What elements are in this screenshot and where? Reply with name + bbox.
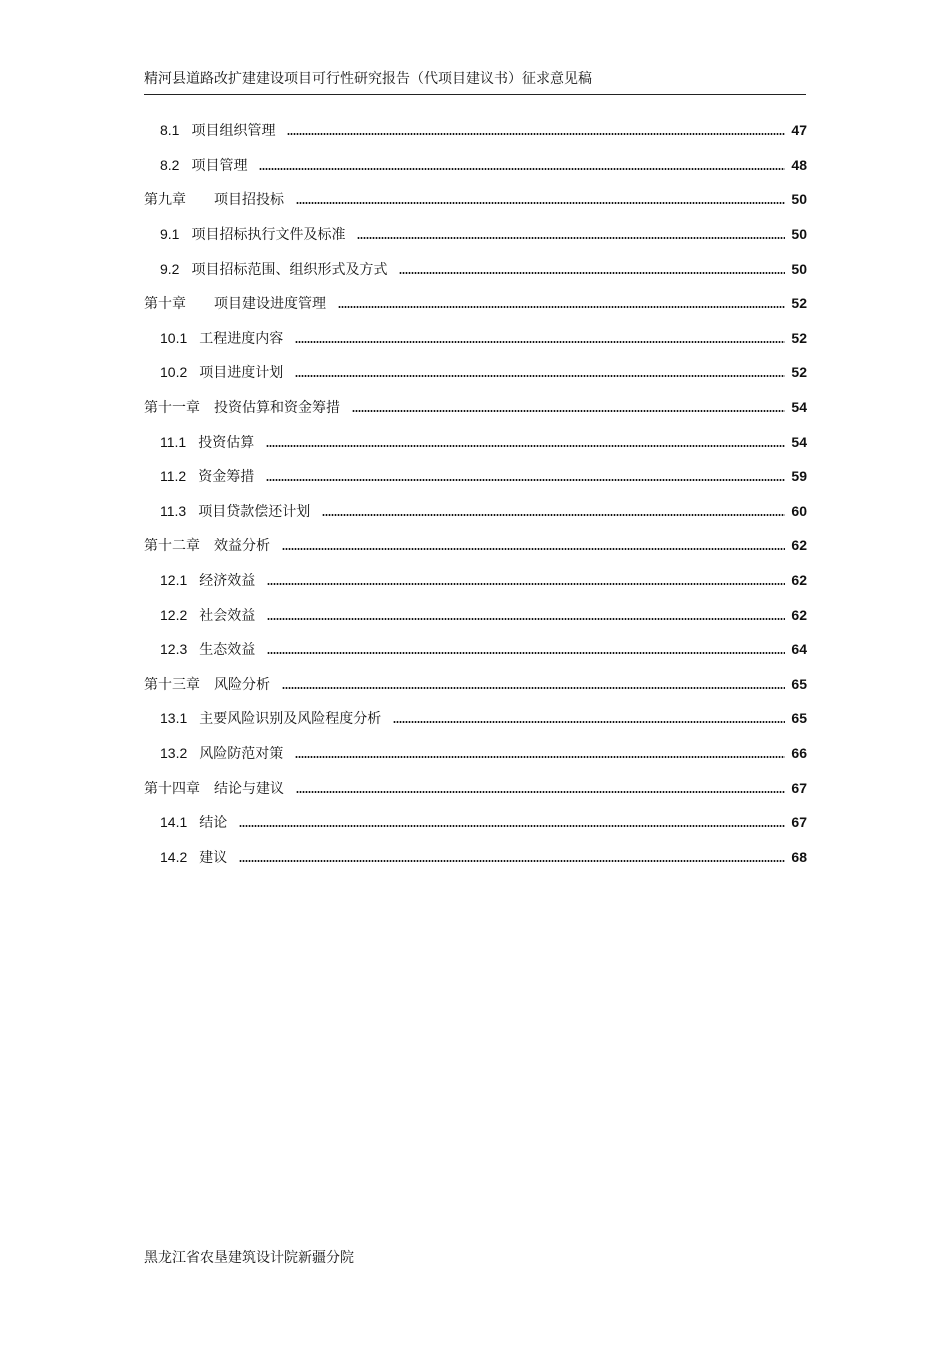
toc-dot-leader — [352, 409, 785, 413]
page-header — [144, 68, 806, 95]
toc-entry-number: 10.1 — [160, 329, 188, 346]
toc-dot-leader — [296, 790, 785, 794]
toc-entry-title: 风险分析 — [214, 676, 270, 693]
toc-entry-title: 结论与建议 — [214, 780, 284, 797]
toc-entry-title: 建议 — [199, 849, 228, 866]
toc-entry-page: 59 — [791, 468, 807, 485]
toc-entry-title: 效益分析 — [214, 538, 270, 555]
toc-section-entry[interactable] — [144, 251, 807, 286]
toc-entry-title: 主要风险识别及风险程度分析 — [199, 711, 382, 728]
toc-entry-number: 12.2 — [160, 606, 188, 623]
toc-dot-leader — [295, 340, 785, 344]
toc-entry-page: 60 — [791, 502, 807, 519]
toc-entry-page: 67 — [791, 779, 807, 796]
toc-chapter-entry[interactable] — [144, 182, 807, 217]
toc-entry-page: 50 — [791, 191, 807, 208]
toc-dot-leader — [393, 720, 785, 724]
toc-entry-number: 11.3 — [160, 502, 187, 519]
toc-entry-number: 14.2 — [160, 848, 188, 865]
toc-entry-number: 第十四章 — [144, 779, 200, 796]
toc-entry-number: 第十三章 — [144, 675, 200, 692]
toc-dot-leader — [338, 305, 785, 309]
toc-entry-number: 第十章 — [144, 295, 186, 312]
toc-entry-number: 12.3 — [160, 641, 188, 658]
toc-section-entry[interactable] — [144, 148, 807, 183]
toc-entry-page: 67 — [791, 814, 807, 831]
toc-chapter-entry[interactable] — [144, 286, 807, 321]
toc-section-entry[interactable] — [144, 805, 807, 840]
toc-section-entry[interactable] — [144, 494, 807, 529]
toc-section-entry[interactable] — [144, 839, 807, 874]
toc-dot-leader — [267, 651, 785, 655]
toc-dot-leader — [239, 824, 785, 828]
toc-entry-title: 结论 — [199, 815, 228, 832]
toc-entry-number: 9.1 — [160, 226, 180, 243]
toc-entry-number: 8.1 — [160, 122, 180, 139]
toc-entry-number: 14.1 — [160, 814, 188, 831]
toc-entry-page: 65 — [791, 675, 807, 692]
toc-entry-number: 10.2 — [160, 364, 188, 381]
toc-entry-page: 66 — [791, 744, 807, 761]
toc-dot-leader — [239, 859, 785, 863]
toc-section-entry[interactable] — [144, 632, 807, 667]
toc-entry-title: 社会效益 — [199, 607, 256, 624]
toc-entry-page: 62 — [791, 606, 807, 623]
toc-entry-number: 11.2 — [160, 468, 187, 485]
toc-entry-number: 11.1 — [160, 433, 187, 450]
toc-dot-leader — [267, 582, 785, 586]
toc-entry-page: 54 — [791, 433, 807, 450]
toc-dot-leader — [267, 617, 785, 621]
toc-entry-title: 项目招标范围、组织形式及方式 — [191, 261, 388, 278]
toc-section-entry[interactable] — [144, 424, 807, 459]
toc-dot-leader — [266, 478, 785, 482]
toc-entry-title: 项目招投标 — [214, 192, 284, 209]
toc-entry-title: 生态效益 — [199, 642, 256, 659]
toc-entry-page: 68 — [791, 848, 807, 865]
toc-entry-title: 项目管理 — [191, 157, 248, 174]
toc-entry-page: 50 — [791, 260, 807, 277]
toc-entry-title: 项目组织管理 — [191, 123, 276, 140]
toc-entry-number: 13.2 — [160, 744, 188, 761]
toc-entry-number: 9.2 — [160, 260, 180, 277]
toc-dot-leader — [259, 167, 785, 171]
toc-entry-page: 65 — [791, 710, 807, 727]
toc-entry-title: 项目贷款偿还计划 — [198, 503, 311, 520]
toc-chapter-entry[interactable] — [144, 528, 807, 563]
toc-dot-leader — [295, 755, 785, 759]
toc-entry-number: 12.1 — [160, 572, 188, 589]
toc-dot-leader — [296, 201, 785, 205]
toc-entry-page: 62 — [791, 572, 807, 589]
toc-entry-page: 52 — [791, 295, 807, 312]
footer-text: 黑龙江省农垦建筑设计院新疆分院 — [144, 1250, 354, 1266]
toc-dot-leader — [282, 686, 785, 690]
header-title: 精河县道路改扩建建设项目可行性研究报告（代项目建议书）征求意见稿 — [144, 71, 592, 87]
toc-entry-page: 62 — [791, 537, 807, 554]
toc-section-entry[interactable] — [144, 217, 807, 252]
toc-entry-page: 54 — [791, 399, 807, 416]
toc-section-entry[interactable] — [144, 355, 807, 390]
toc-entry-number: 13.1 — [160, 710, 188, 727]
toc-entry-page: 48 — [791, 156, 807, 173]
toc-section-entry[interactable] — [144, 597, 807, 632]
page-footer — [144, 1247, 354, 1267]
toc-chapter-entry[interactable] — [144, 667, 807, 702]
toc-entry-page: 47 — [791, 122, 807, 139]
toc-dot-leader — [282, 547, 785, 551]
toc-dot-leader — [322, 513, 785, 517]
toc-section-entry[interactable] — [144, 321, 807, 356]
toc-entry-title: 经济效益 — [199, 573, 256, 590]
toc-entry-title: 投资估算 — [198, 434, 255, 451]
toc-dot-leader — [399, 271, 785, 275]
toc-entry-title: 工程进度内容 — [199, 330, 284, 347]
toc-section-entry[interactable] — [144, 701, 807, 736]
toc-dot-leader — [357, 236, 785, 240]
toc-entry-page: 52 — [791, 329, 807, 346]
toc-entry-number: 第十一章 — [144, 399, 200, 416]
toc-section-entry[interactable] — [144, 563, 807, 598]
toc-entry-number: 8.2 — [160, 156, 180, 173]
toc-entry-title: 风险防范对策 — [199, 745, 284, 762]
toc-entry-page: 50 — [791, 226, 807, 243]
toc-section-entry[interactable] — [144, 736, 807, 771]
toc-entry-title: 资金筹措 — [198, 469, 255, 486]
toc-dot-leader — [287, 132, 785, 136]
table-of-contents — [144, 113, 807, 874]
toc-dot-leader — [266, 444, 785, 448]
toc-entry-page: 64 — [791, 641, 807, 658]
toc-section-entry[interactable] — [144, 459, 807, 494]
toc-section-entry[interactable] — [144, 113, 807, 148]
toc-chapter-entry[interactable] — [144, 390, 807, 425]
toc-entry-title: 项目建设进度管理 — [214, 296, 326, 313]
toc-entry-number: 第九章 — [144, 191, 186, 208]
toc-chapter-entry[interactable] — [144, 770, 807, 805]
toc-dot-leader — [295, 374, 785, 378]
toc-entry-page: 52 — [791, 364, 807, 381]
toc-entry-number: 第十二章 — [144, 537, 200, 554]
toc-entry-title: 项目进度计划 — [199, 365, 284, 382]
toc-entry-title: 项目招标执行文件及标准 — [191, 227, 346, 244]
toc-entry-title: 投资估算和资金筹措 — [214, 400, 340, 417]
